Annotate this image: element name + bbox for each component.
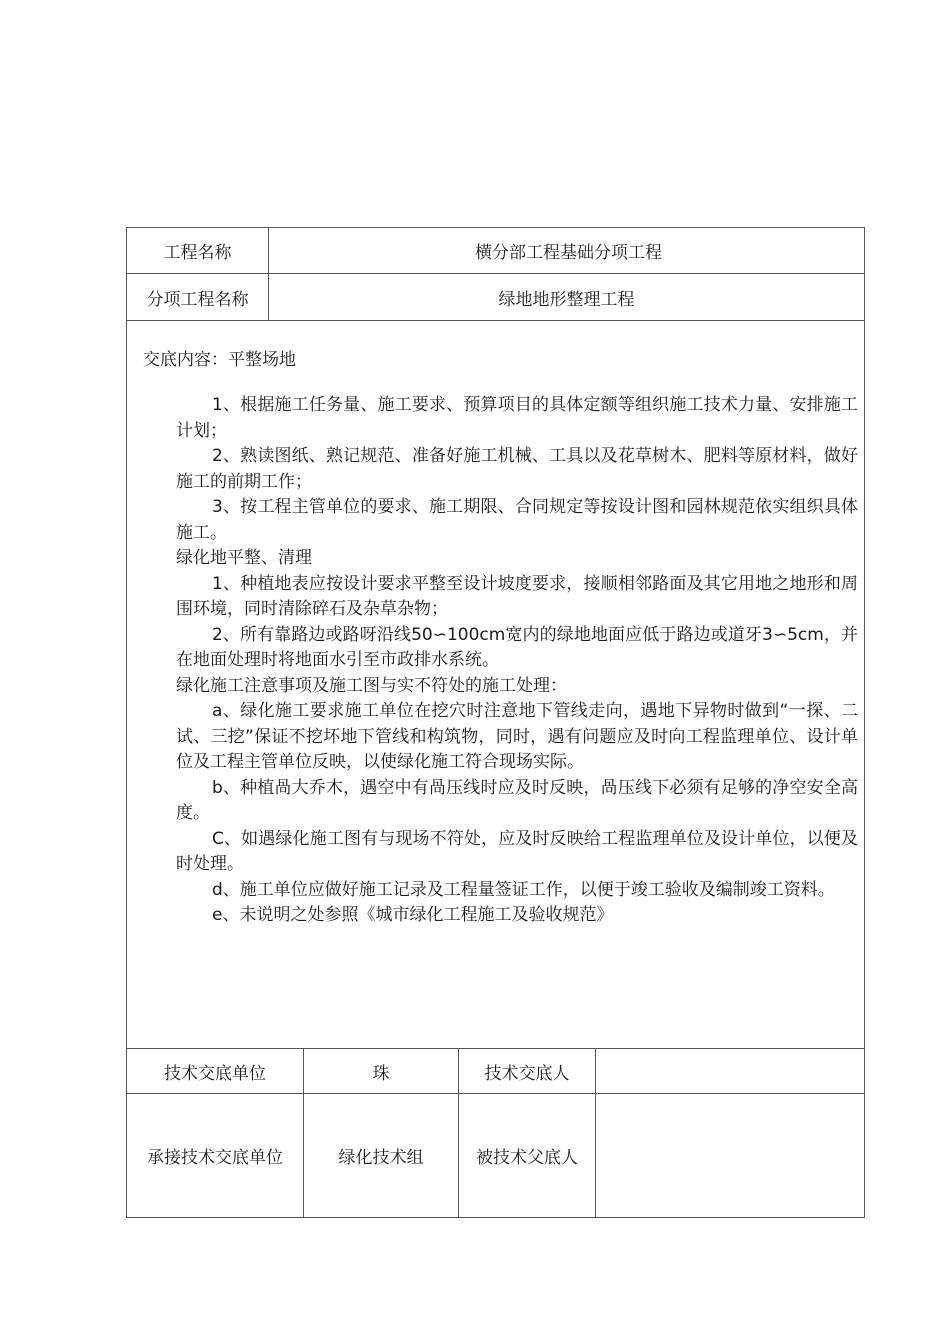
content-paragraph: 3、按工程主管单位的要求、施工期限、合同规定等按设计图和园林规范依实组织具体施工。 [176,497,858,543]
content-paragraph: C、如遇绿化施工图有与现场不符处，应及时反映给工程监理单位及设计单位，以便及时处理。 [176,828,858,874]
tech-person-value [596,1049,864,1093]
content-paragraph: 2、熟读图纸、熟记规范、准备好施工机械、工具以及花草树木、肥料等原材料，做好施工的前期工作； [176,446,858,492]
tech-person-label: 技术交底人 [484,1063,570,1084]
tech-unit-label: 技术交底单位 [164,1063,266,1084]
content-title: 交底内容：平整场地 [143,350,296,370]
content-paragraph: 1、根据施工任务量、施工要求、预算项目的具体定额等组织施工技术力量、安排施工计划； [176,395,858,441]
subproject-name-value: 绿地地形整理工程 [498,289,635,310]
content-paragraph: 绿化地平整、清理 [176,548,312,568]
content-paragraph: d、施工单位应做好施工记录及工程量签证工作，以便于竣工验收及编制竣工资料。 [212,879,835,900]
project-name-value: 横分部工程基础分项工程 [475,243,662,263]
receiver-person-value [596,1094,864,1217]
content-paragraphs [176,393,858,929]
content-paragraph: 1、种植地表应按设计要求平整至设计坡度要求，接顺相邻路面及其它用地之地形和周围环境，同时清除碎石及杂草杂物； [176,573,858,619]
tech-unit-value: 珠 [372,1063,390,1084]
receiver-person-label: 被技术父底人 [476,1148,578,1168]
project-name-label: 工程名称 [163,243,232,263]
content-paragraph: e、未说明之处参照《城市绿化工程施工及验收规范》 [212,905,614,925]
content-paragraph: 2、所有靠路边或路呀沿线50∽100cm宽内的绿地地面应低于路边或道牙3∽5cm，并在地面处理时将地面水引至市政排水系统。 [176,624,858,670]
subproject-name-label: 分项工程名称 [146,289,249,310]
content-paragraph: b、种植咼大乔木，遇空中有咼压线时应及时反映，咼压线下必须有足够的净空安全高度。 [176,777,858,823]
content-paragraph: a、绿化施工要求施工单位在挖穴时注意地下管线走向，遇地下异物时做到“一探、二试、三挖”保证不挖坏地下管线和构筑物，同时，遇有问题应及时向工程监理单位、设计单位及工程主管单位反映，以使绿化施工符合现场实际。 [176,701,858,772]
receiver-unit-label: 承接技术交底单位 [147,1148,283,1168]
disclosure-form-table [126,227,865,1218]
content-paragraph: 绿化施工注意事项及施工图与实不符处的施工处理： [176,675,567,696]
receiver-unit-value: 绿化技术组 [338,1148,424,1168]
disclosure-content [127,321,864,1048]
